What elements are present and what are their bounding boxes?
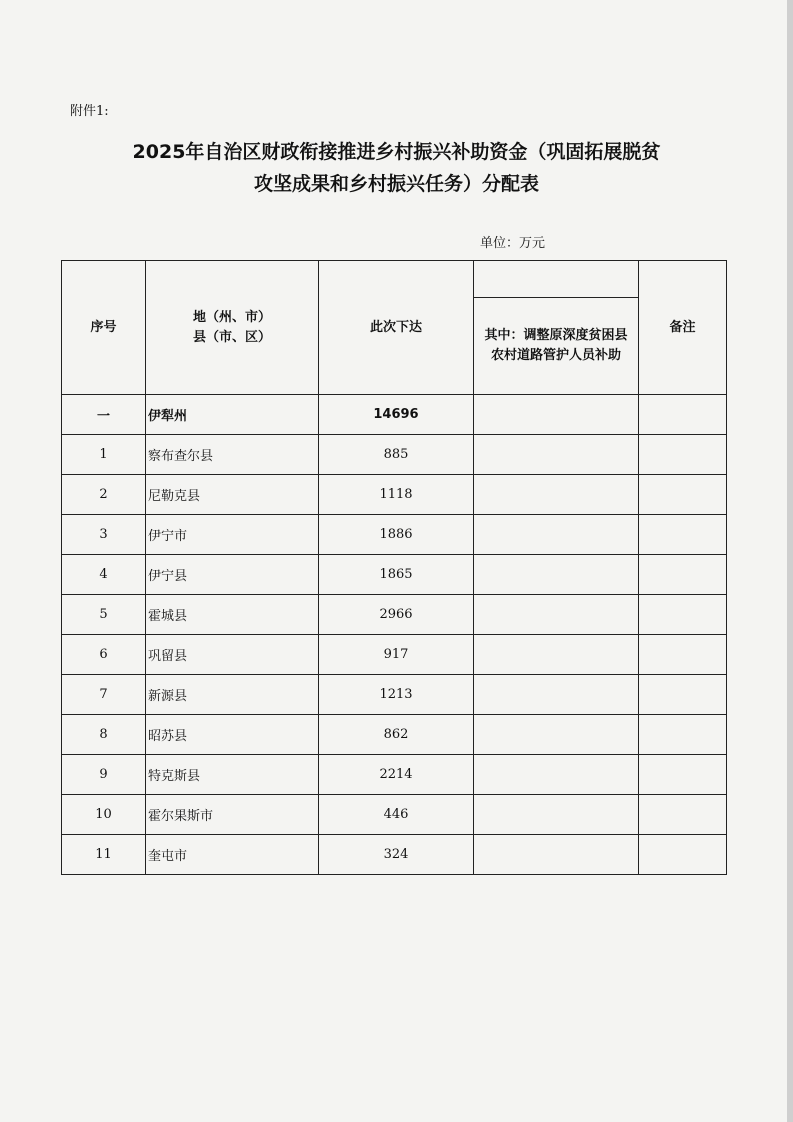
cell-amount: 1118 xyxy=(319,475,474,515)
header-issued: 此次下达 xyxy=(319,261,474,395)
table-row xyxy=(62,595,727,635)
cell-amount: 862 xyxy=(319,715,474,755)
header-region xyxy=(146,261,319,395)
header-of-which xyxy=(474,261,639,395)
table-row xyxy=(62,475,727,515)
header-of-which-box xyxy=(474,297,638,394)
table-row xyxy=(62,715,727,755)
header-seq: 序号 xyxy=(62,261,146,395)
cell-name: 伊宁县 xyxy=(146,555,319,595)
cell-seq: 8 xyxy=(62,715,146,755)
cell-name: 伊犁州 xyxy=(146,395,319,435)
cell-seq: 1 xyxy=(62,435,146,475)
cell-of-which xyxy=(474,475,639,515)
cell-of-which xyxy=(474,635,639,675)
header-of-which-text: 其中：调整原深度贫困县农村道路管护人员补助 xyxy=(484,328,628,363)
cell-name: 奎屯市 xyxy=(146,835,319,875)
cell-name: 新源县 xyxy=(146,675,319,715)
cell-amount: 446 xyxy=(319,795,474,835)
cell-amount: 2214 xyxy=(319,755,474,795)
table-header-row xyxy=(62,261,727,395)
cell-of-which xyxy=(474,715,639,755)
cell-remark xyxy=(639,475,727,515)
table-row xyxy=(62,835,727,875)
cell-seq: 5 xyxy=(62,595,146,635)
page-edge xyxy=(787,0,793,1122)
cell-remark xyxy=(639,635,727,675)
header-region-line2: 县（市、区） xyxy=(192,329,271,345)
unit-label: 单位：万元 xyxy=(480,236,546,251)
cell-seq: 3 xyxy=(62,515,146,555)
cell-of-which xyxy=(474,755,639,795)
attachment-label: 附件1: xyxy=(70,104,109,119)
cell-name: 昭苏县 xyxy=(146,715,319,755)
cell-seq: 2 xyxy=(62,475,146,515)
cell-name: 特克斯县 xyxy=(146,755,319,795)
cell-amount: 2966 xyxy=(319,595,474,635)
cell-seq: 6 xyxy=(62,635,146,675)
header-region-line1: 地（州、市） xyxy=(192,309,271,325)
cell-seq: 一 xyxy=(62,395,146,435)
cell-remark xyxy=(639,555,727,595)
allocation-table xyxy=(61,260,727,875)
table-row xyxy=(62,675,727,715)
cell-remark xyxy=(639,675,727,715)
cell-remark xyxy=(639,395,727,435)
table-row xyxy=(62,635,727,675)
cell-of-which xyxy=(474,435,639,475)
cell-of-which xyxy=(474,675,639,715)
cell-name: 巩留县 xyxy=(146,635,319,675)
cell-remark xyxy=(639,595,727,635)
cell-of-which xyxy=(474,835,639,875)
cell-name: 察布查尔县 xyxy=(146,435,319,475)
cell-seq: 9 xyxy=(62,755,146,795)
cell-remark xyxy=(639,755,727,795)
header-remark: 备注 xyxy=(639,261,727,395)
cell-name: 霍尔果斯市 xyxy=(146,795,319,835)
cell-name: 霍城县 xyxy=(146,595,319,635)
cell-amount: 885 xyxy=(319,435,474,475)
cell-remark xyxy=(639,795,727,835)
table-row xyxy=(62,555,727,595)
cell-of-which xyxy=(474,555,639,595)
cell-of-which xyxy=(474,395,639,435)
cell-of-which xyxy=(474,795,639,835)
cell-amount: 1886 xyxy=(319,515,474,555)
document-title xyxy=(40,136,753,200)
table-row xyxy=(62,795,727,835)
table-row xyxy=(62,435,727,475)
cell-seq: 10 xyxy=(62,795,146,835)
cell-name: 尼勒克县 xyxy=(146,475,319,515)
cell-seq: 7 xyxy=(62,675,146,715)
cell-name: 伊宁市 xyxy=(146,515,319,555)
cell-remark xyxy=(639,515,727,555)
table-row xyxy=(62,515,727,555)
cell-amount: 14696 xyxy=(319,395,474,435)
cell-amount: 917 xyxy=(319,635,474,675)
cell-of-which xyxy=(474,515,639,555)
cell-amount: 1213 xyxy=(319,675,474,715)
cell-remark xyxy=(639,835,727,875)
title-line-1: 2025年自治区财政衔接推进乡村振兴补助资金（巩固拓展脱贫 xyxy=(132,141,661,163)
title-line-2: 攻坚成果和乡村振兴任务）分配表 xyxy=(253,173,539,195)
cell-remark xyxy=(639,715,727,755)
cell-amount: 324 xyxy=(319,835,474,875)
cell-seq: 4 xyxy=(62,555,146,595)
cell-of-which xyxy=(474,595,639,635)
cell-amount: 1865 xyxy=(319,555,474,595)
cell-seq: 11 xyxy=(62,835,146,875)
table-row-total xyxy=(62,395,727,435)
cell-remark xyxy=(639,435,727,475)
table-row xyxy=(62,755,727,795)
